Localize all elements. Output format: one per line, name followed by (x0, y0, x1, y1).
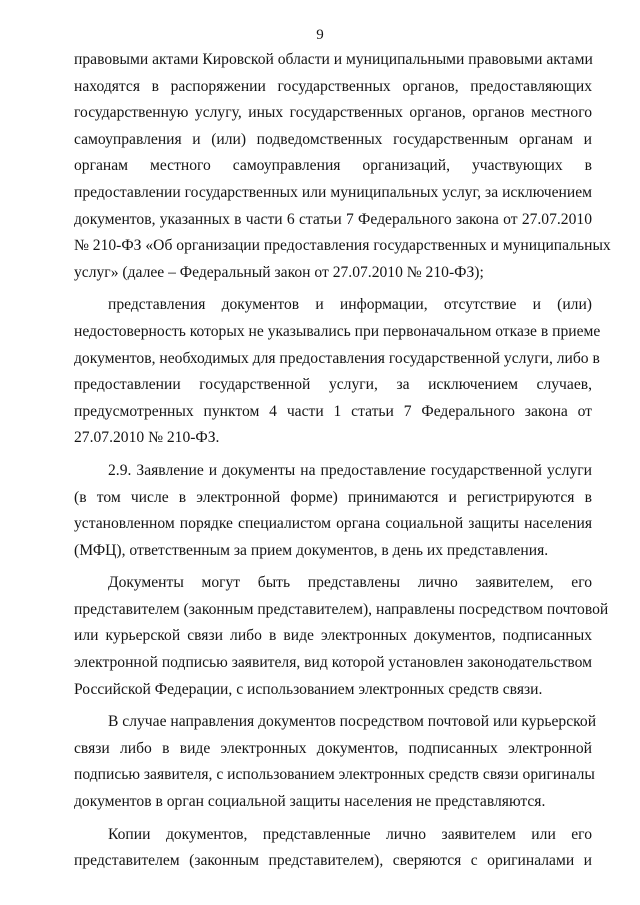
document-body (74, 47, 611, 875)
page-number: 9 (316, 27, 324, 43)
text-line: связи либо в виде электронных документов, подписанных электронной (74, 739, 592, 757)
text-line: (в том числе в электронной форме) принимаются и регистрируются в (74, 488, 592, 506)
text-line: установленном порядке специалистом органа социальной защиты населения (74, 515, 592, 533)
text-line: органам местного самоуправления организаций, участвующих в (74, 157, 592, 175)
text-line: предоставлении государственных или муниципальных услуг, за исключением (74, 183, 592, 201)
text-line: представления документов и информации, отсутствие и (или) (108, 296, 592, 314)
text-line: Документы могут быть представлены лично заявителем, его (108, 574, 592, 592)
text-line: подписью заявителя, с использованием электронных средств связи оригиналы (74, 766, 595, 784)
text-line: электронной подписью заявителя, вид которой установлен законодательством (74, 654, 593, 672)
text-line: документов в орган социальной защиты населения не представляются. (74, 793, 546, 811)
text-line: № 210-ФЗ «Об организации предоставления государственных и муниципальных (74, 237, 611, 255)
paragraph-copies (74, 822, 592, 875)
text-line: Копии документов, представленные лично заявителем или его (108, 825, 592, 843)
text-line: недостоверность которых не указывались при первоначальном отказе в приеме (74, 322, 601, 340)
text-line: государственную услугу, иных государственных органов, органов местного (74, 104, 592, 122)
text-line: представителем (законным представителем), направлены посредством почтовой (74, 600, 609, 618)
paragraph-2-9 (74, 458, 592, 564)
text-line: или курьерской связи либо в виде электронных документов, подписанных (74, 627, 592, 645)
text-line: 2.9. Заявление и документы на предоставление государственной услуги (108, 461, 592, 479)
paragraph-submission-methods (74, 570, 609, 703)
text-line: Российской Федерации, с использованием электронных средств связи. (74, 680, 543, 698)
text-line: самоуправления и (или) подведомственных государственным органам и (74, 130, 592, 148)
text-line: 27.07.2010 № 210-ФЗ. (74, 429, 220, 447)
paragraph-originals (74, 709, 597, 815)
text-line: В случае направления документов посредством почтовой или курьерской (108, 713, 597, 731)
paragraph-documents-info (74, 292, 601, 452)
text-line: предоставлении государственной услуги, за исключением случаев, (74, 376, 592, 394)
text-line: находятся в распоряжении государственных органов, предоставляющих (74, 77, 592, 95)
text-line: (МФЦ), ответственным за прием документов, в день их представления. (74, 541, 549, 559)
text-line: представителем (законным представителем), сверяются с оригиналами и (74, 852, 592, 870)
text-line: предусмотренных пунктом 4 части 1 статьи 7 Федерального закона от (74, 402, 592, 420)
paragraph-continuation (74, 47, 611, 286)
text-line: документов, указанных в части 6 статьи 7 Федерального закона от 27.07.2010 (74, 210, 592, 228)
text-line: услуг» (далее – Федеральный закон от 27.07.2010 № 210-ФЗ); (74, 263, 484, 281)
text-line: правовыми актами Кировской области и муниципальными правовыми актами (74, 51, 593, 68)
text-line: документов, необходимых для предоставления государственной услуги, либо в (74, 349, 600, 367)
